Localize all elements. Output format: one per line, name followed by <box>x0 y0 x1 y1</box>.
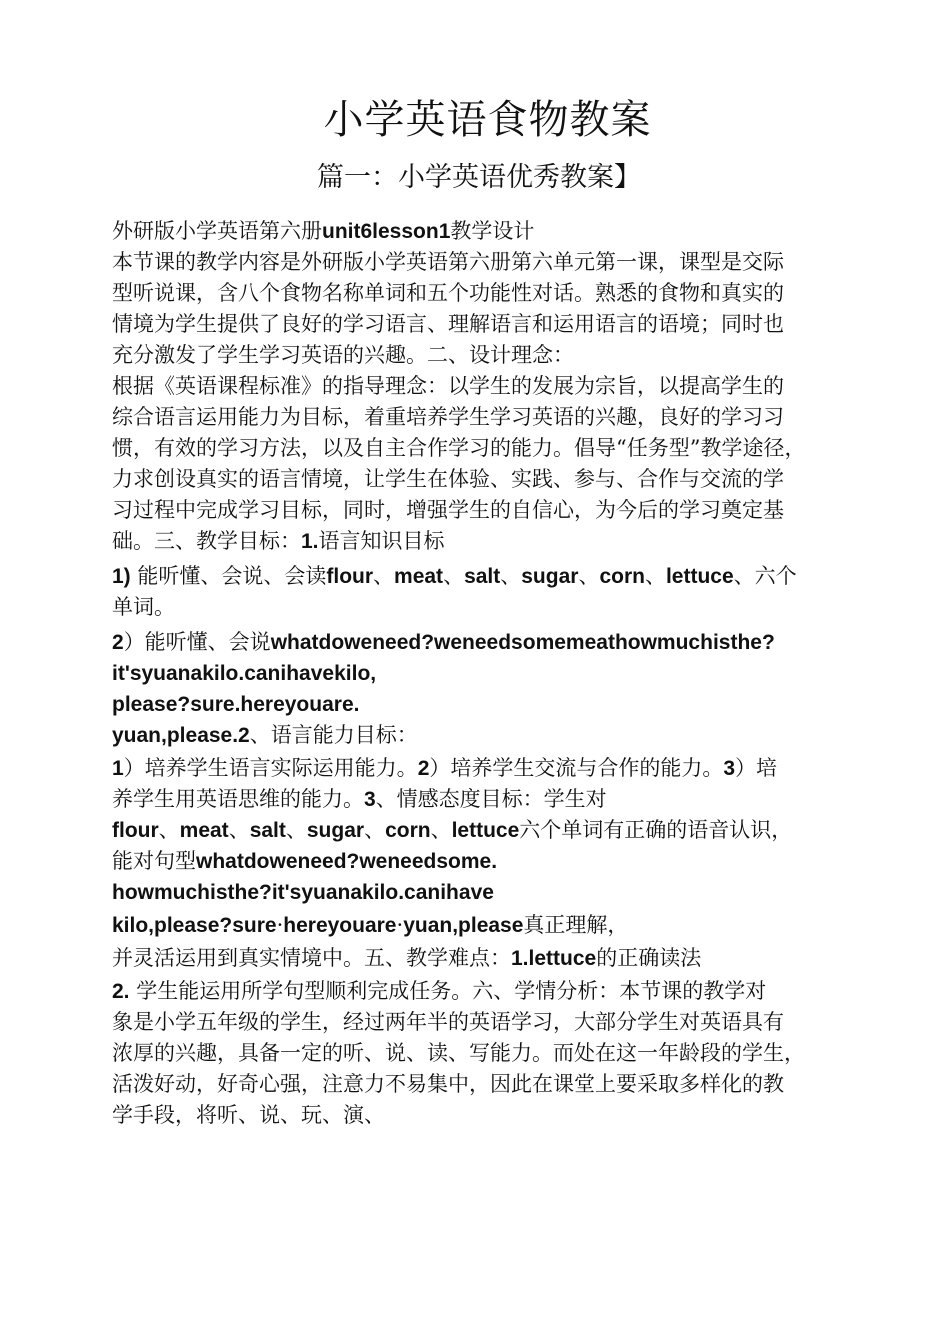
text-segment: 的正确读法 <box>596 946 702 970</box>
english-term: meat <box>179 819 229 842</box>
english-term: flour <box>326 565 374 588</box>
text-segment: 能对句型 <box>112 849 196 873</box>
text-line <box>112 1038 882 1069</box>
english-term: sugar <box>306 819 365 842</box>
text-segment: 、语言能力目标： <box>249 723 418 747</box>
english-term: 1. <box>301 530 319 553</box>
english-term: yuan,please <box>403 914 524 937</box>
text-segment: 养学生用英语思维的能力。 <box>112 787 364 811</box>
text-segment: · <box>276 913 284 937</box>
text-line <box>112 526 882 557</box>
english-term: corn <box>599 565 645 588</box>
text-line <box>112 846 882 877</box>
english-term: flour <box>112 819 159 842</box>
text-segment: 、 <box>373 564 395 588</box>
english-term: whatdoweneed?weneedsomemeathowmuchisthe? <box>270 631 775 654</box>
text-line <box>112 753 882 784</box>
english-term: corn <box>385 819 431 842</box>
english-term: kilo,please?sure <box>112 914 277 937</box>
english-term: hereyouare <box>283 914 397 937</box>
text-segment: 充分激发了学生学习英语的兴趣。二、设计理念： <box>112 343 574 367</box>
english-term: yuan,please.2 <box>112 724 250 747</box>
text-segment: 型听说课，含八个食物名称单词和五个功能性对话。熟悉的食物和真实的 <box>112 281 784 305</box>
text-segment: 真正理解， <box>523 913 629 937</box>
text-line <box>112 402 882 433</box>
text-segment: 六个单词有正确的语音认识， <box>519 818 793 842</box>
text-segment: 综合语言运用能力为目标，着重培养学生学习英语的兴趣，良好的学习习 <box>112 405 784 429</box>
text-segment: 教学设计 <box>450 219 535 243</box>
text-segment: 、 <box>443 564 465 588</box>
english-term: whatdoweneed?weneedsome. <box>196 850 498 873</box>
text-line <box>112 309 882 340</box>
english-term: 1 <box>112 757 124 780</box>
text-segment: 象是小学五年级的学生，经过两年半的英语学习，大部分学生对英语具有 <box>112 1010 784 1034</box>
text-line <box>112 561 882 592</box>
text-segment: 活泼好动，好奇心强，注意力不易集中，因此在课堂上要采取多样化的教 <box>112 1072 784 1096</box>
english-term: it'syuanakilo.canihavekilo, <box>112 662 377 685</box>
text-line <box>112 1100 882 1131</box>
english-term: please?sure.hereyouare. <box>112 693 360 716</box>
text-line <box>112 689 882 720</box>
text-segment: 、 <box>364 818 386 842</box>
text-segment: 力求创设真实的语言情境，让学生在体验、实践、参与、合作与交流的学 <box>112 467 784 491</box>
text-line <box>112 877 882 908</box>
text-segment: 浓厚的兴趣，具备一定的听、说、读、写能力。而处在这一年龄段的学生， <box>112 1041 805 1065</box>
text-segment: 、 <box>285 818 307 842</box>
english-term: 3 <box>364 788 376 811</box>
text-segment: 单词。 <box>112 595 175 619</box>
text-line <box>112 340 882 371</box>
text-segment: 惯，有效的学习方法，以及自主合作学习的能力。倡导“任务型”教学途径， <box>112 436 806 460</box>
text-line <box>112 216 882 247</box>
text-line <box>112 976 882 1007</box>
text-segment: 本节课的教学内容是外研版小学英语第六册第六单元第一课，课型是交际 <box>112 250 784 274</box>
english-term: 1.lettuce <box>511 947 597 970</box>
text-line <box>112 1069 882 1100</box>
text-segment: ）培养学生语言实际运用能力。 <box>123 756 418 780</box>
text-line <box>112 658 882 689</box>
text-segment: 根据《英语课程标准》的指导理念：以学生的发展为宗旨，以提高学生的 <box>112 374 784 398</box>
english-term: 2. <box>112 980 130 1003</box>
english-term: meat <box>394 565 444 588</box>
text-segment: 、情感态度目标：学生对 <box>375 787 607 811</box>
text-line <box>112 464 882 495</box>
text-line <box>112 627 882 658</box>
text-segment: 、 <box>578 564 600 588</box>
document-title: 小学英语食物教案 <box>323 97 652 143</box>
text-line <box>112 278 882 309</box>
english-term: lettuce <box>665 565 734 588</box>
english-term: unit6lesson1 <box>322 220 451 243</box>
text-segment: 、 <box>644 564 666 588</box>
text-line <box>112 592 882 623</box>
text-line <box>112 815 882 846</box>
text-line <box>112 720 882 751</box>
text-segment: 、 <box>430 818 452 842</box>
text-segment: ）培养学生交流与合作的能力。 <box>429 756 724 780</box>
text-segment: 、 <box>500 564 522 588</box>
document-subtitle: 篇一：小学英语优秀教案】 <box>317 162 641 193</box>
text-segment: 、 <box>158 818 180 842</box>
english-term: 2 <box>417 757 430 780</box>
english-term: 2 <box>112 631 124 654</box>
text-line <box>112 784 882 815</box>
text-line <box>112 1007 882 1038</box>
text-segment: 础。三、教学目标： <box>112 529 301 553</box>
text-line <box>112 433 882 464</box>
text-segment: 外研版小学英语第六册 <box>112 219 322 243</box>
text-segment: 语言知识目标 <box>318 529 445 553</box>
english-term: 3 <box>723 757 736 780</box>
text-line <box>112 943 882 974</box>
english-term: salt <box>249 819 286 842</box>
english-term: lettuce <box>451 819 520 842</box>
english-term: sugar <box>521 565 579 588</box>
text-segment: 情境为学生提供了良好的学习语言、理解语言和运用语言的语境；同时也 <box>112 312 784 336</box>
text-segment: · <box>396 913 404 937</box>
english-term: howmuchisthe?it'syuanakilo.canihave <box>112 881 494 904</box>
text-line <box>112 247 882 278</box>
text-segment: 、 <box>228 818 250 842</box>
text-segment: ）能听懂、会说 <box>123 630 271 654</box>
text-segment: 、六个 <box>733 564 797 588</box>
english-term: 1) <box>112 565 131 588</box>
english-term: salt <box>464 565 501 588</box>
text-line <box>112 495 882 526</box>
text-line <box>112 910 882 941</box>
text-segment: ）培 <box>735 756 778 780</box>
document-body <box>112 216 882 1131</box>
text-segment: 并灵活运用到真实情境中。五、教学难点： <box>112 946 511 970</box>
text-segment: 习过程中完成学习目标，同时，增强学生的自信心，为今后的学习奠定基 <box>112 498 784 522</box>
text-segment: 能听懂、会说、会读 <box>130 564 327 588</box>
text-segment: 学生能运用所学句型顺利完成任务。六、学情分析：本节课的教学对 <box>129 979 767 1003</box>
text-line <box>112 371 882 402</box>
text-segment: 学手段，将听、说、玩、演、 <box>112 1103 385 1127</box>
